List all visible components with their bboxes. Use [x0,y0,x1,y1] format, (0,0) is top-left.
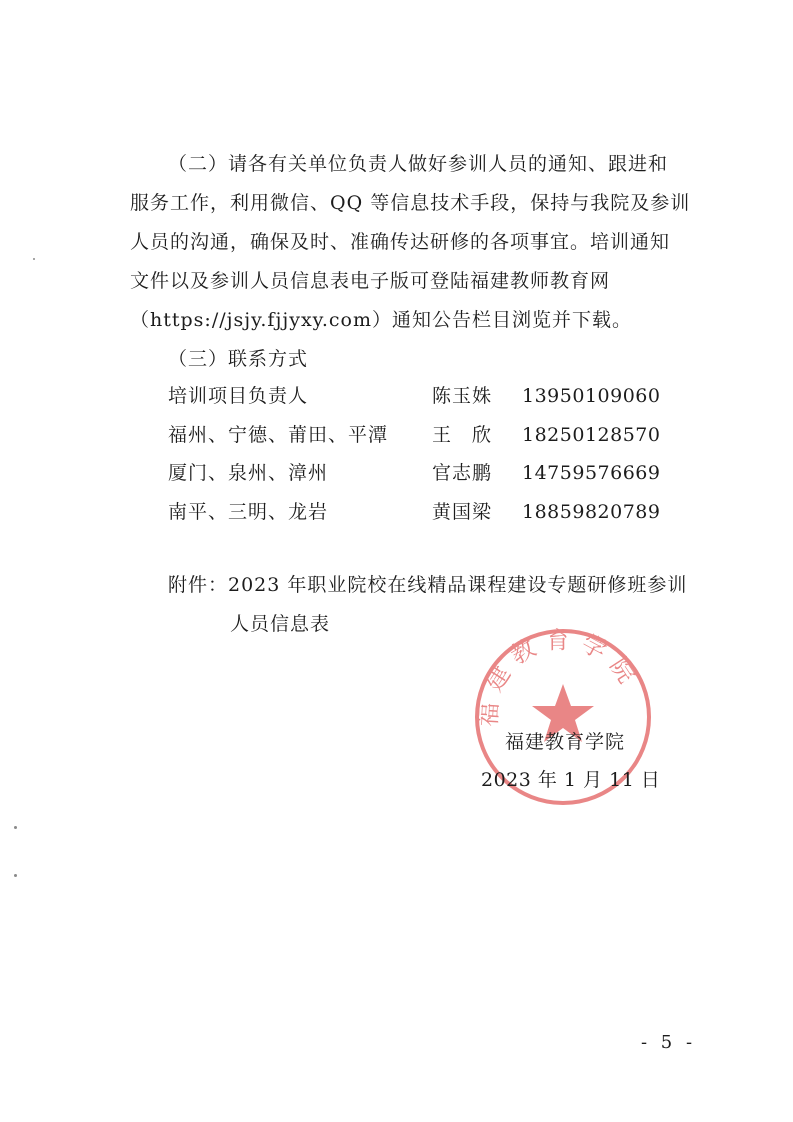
contact-region: 福州、宁德、莆田、平潭 [168,423,389,446]
contact-list [168,377,668,531]
contact-region: 培训项目负责人 [168,385,309,407]
contact-row [168,493,668,532]
section-heading-contact: （三）联系方式 [168,348,309,370]
paragraph-line: （https://jsjy.fjjyxy.com）通知公告栏目浏览并下载。 [130,309,633,331]
attachment-line: 附件：2023 年职业院校在线精品课程建设专题研修班参训 [168,574,688,596]
contact-person: 黄国梁 [432,500,493,523]
contact-region: 厦门、泉州、漳州 [168,462,329,484]
signature-date: 2023 年 1 月 11 日 [481,769,661,791]
scan-speck [33,258,35,260]
paragraph-line: 文件以及参训人员信息表电子版可登陆福建教师教育网 [130,270,611,292]
paragraph-line: 服务工作，利用微信、QQ 等信息技术手段，保持与我院及参训 [130,192,691,214]
contact-person: 官志鹏 [432,462,493,484]
contact-phone: 13950109060 [522,385,661,407]
paragraph-line: （二）请各有关单位负责人做好参训人员的通知、跟进和 [168,153,669,175]
contact-person: 陈玉姝 [432,385,493,407]
contact-row [168,416,668,455]
contact-person: 王 欣 [432,423,493,446]
seal-text: 福建教育学院 [474,626,646,728]
contact-row [168,454,668,493]
signature-organization: 福建教育学院 [505,731,626,753]
paragraph-notice [130,145,690,379]
contact-region: 南平、三明、龙岩 [168,500,329,523]
attachment-line: 人员信息表 [230,613,331,635]
contact-phone: 14759576669 [522,462,661,484]
contact-row [168,377,668,416]
page-number: - 5 - [641,1032,697,1053]
scan-speck [14,826,17,829]
paragraph-line: 人员的沟通，确保及时、准确传达研修的各项事宜。培训通知 [130,231,671,253]
scan-speck [14,874,17,877]
contact-phone: 18859820789 [522,500,661,523]
contact-phone: 18250128570 [522,423,661,446]
